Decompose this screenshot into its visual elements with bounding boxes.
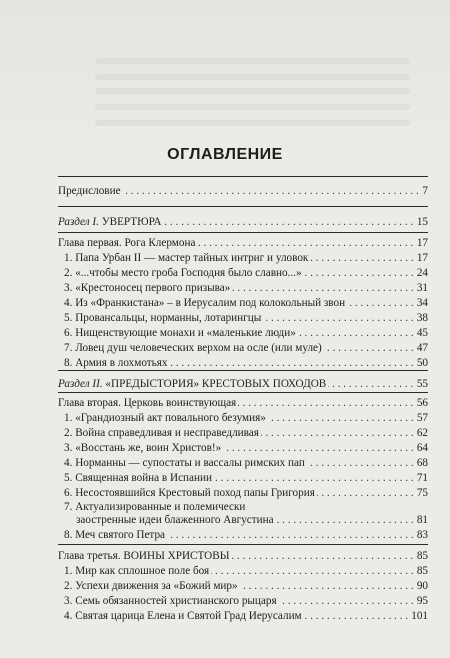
- item-label: 6. Нищенствующие монахи и «маленькие люди»: [64, 327, 296, 339]
- toc-item: [64, 267, 428, 280]
- entry-page: 55: [416, 378, 428, 390]
- item-label: 4. Норманны — супостаты и вассалы римских пап: [64, 457, 305, 469]
- item-page: 101: [411, 610, 428, 622]
- page-title: ОГЛАВЛЕНИЕ: [167, 146, 283, 163]
- item-label: 1. Папа Урбан II — мастер тайных интриг и уловок: [64, 252, 309, 264]
- item-page: 50: [416, 357, 428, 369]
- item-label: 8. Армия в лохмотьях: [64, 357, 168, 369]
- toc-item: [64, 501, 428, 514]
- item-label: 4. Святая царица Елена и Святой Град Иерусалим: [64, 610, 302, 622]
- toc-item: [64, 442, 428, 455]
- toc-section-2: [58, 378, 428, 391]
- item-page: 47: [416, 342, 428, 354]
- toc-chapter-1: [58, 237, 428, 250]
- entry-page: 85: [416, 550, 428, 562]
- toc-item: [64, 412, 428, 425]
- item-label: 8. Меч святого Петра: [64, 529, 166, 541]
- divider: [58, 544, 428, 545]
- toc-section-1: [58, 216, 428, 229]
- item-label: 7. Ловец душ человеческих верхом на осле (или муле): [64, 342, 322, 354]
- toc-chapter-2: [58, 397, 428, 410]
- item-page: 71: [416, 472, 428, 484]
- item-page: 17: [416, 252, 428, 264]
- toc-entry-preface: [58, 185, 428, 198]
- item-label: 3. Семь обязанностей христианского рыцаря: [64, 595, 277, 607]
- item-label: 3. «Восстань же, воин Христов!»: [64, 442, 222, 454]
- toc-item: [64, 565, 428, 578]
- item-page: 34: [416, 297, 428, 309]
- item-page: 95: [416, 595, 428, 607]
- section-prefix: Раздел I.: [58, 216, 99, 228]
- chapter-label: Глава первая. Рога Клермона: [58, 237, 196, 249]
- divider: [58, 370, 428, 371]
- item-page: 64: [416, 442, 428, 454]
- divider: [58, 206, 428, 207]
- toc-item: [64, 595, 428, 608]
- item-page: 24: [416, 267, 428, 279]
- item-page: 45: [416, 327, 428, 339]
- item-label: 1. «Грандиозный акт повального безумия»: [64, 412, 266, 424]
- section-label: «ПРЕДЫСТОРИЯ» КРЕСТОВЫХ ПОХОДОВ: [105, 378, 327, 390]
- chapter-label: Глава вторая. Церковь воинствующая: [58, 397, 237, 409]
- item-label: 5. Священная война в Испании: [64, 472, 212, 484]
- toc-item: [64, 252, 428, 265]
- divider: [58, 392, 428, 393]
- item-label: 4. Из «Франкистана» – в Иерусалим под колокольный звон: [64, 297, 346, 309]
- item-page: 31: [416, 282, 428, 294]
- divider: [58, 176, 428, 177]
- toc-item: [64, 327, 428, 340]
- toc-item: [64, 529, 428, 542]
- item-label-line2: заостренные идеи блаженного Августина: [64, 514, 276, 526]
- divider: [58, 232, 428, 233]
- facing-page-bleed-through: [0, 0, 450, 160]
- item-label: 5. Провансальцы, норманны, лотарингцы: [64, 312, 262, 324]
- item-page: 68: [416, 457, 428, 469]
- toc-item: [64, 457, 428, 470]
- toc-item: [64, 297, 428, 310]
- item-label: 6. Несостоявшийся Крестовый поход папы Григория: [64, 487, 315, 499]
- entry-page: 56: [416, 397, 428, 409]
- item-page: 75: [416, 487, 428, 499]
- item-page: 62: [416, 427, 428, 439]
- toc-item: [64, 342, 428, 355]
- toc-chapter-3: [58, 550, 428, 563]
- toc-item: [64, 357, 428, 370]
- chapter-label: Глава третья. ВОИНЫ ХРИСТОВЫ: [58, 550, 230, 562]
- item-label: 2. Успехи движения за «Божий мир»: [64, 580, 238, 592]
- toc-item: [64, 282, 428, 295]
- toc-item: [64, 472, 428, 485]
- toc-item-continued: [64, 514, 428, 527]
- section-label: УВЕРТЮРА: [101, 216, 162, 228]
- toc-item: [64, 487, 428, 500]
- item-label: 2. Война справедливая и несправедливая: [64, 427, 259, 439]
- item-page: 83: [416, 529, 428, 541]
- toc-item: [64, 312, 428, 325]
- item-label: 1. Мир как сплошное поле боя: [64, 565, 210, 577]
- item-page: 90: [416, 580, 428, 592]
- item-page: 85: [416, 565, 428, 577]
- entry-page: 17: [416, 237, 428, 249]
- toc-item: [64, 427, 428, 440]
- item-label: 2. «...чтобы место гроба Господня было славно...»: [64, 267, 302, 279]
- item-page: 57: [416, 412, 428, 424]
- item-label: 7. Актуализированные и полемически: [64, 501, 246, 513]
- entry-label: Предисловие: [58, 185, 121, 197]
- item-page: 81: [416, 514, 428, 526]
- toc-item: [64, 580, 428, 593]
- entry-page: 7: [422, 185, 428, 197]
- toc-item: [64, 610, 428, 623]
- entry-page: 15: [416, 216, 428, 228]
- item-page: 38: [416, 312, 428, 324]
- section-prefix: Раздел II.: [58, 378, 103, 390]
- item-label: 3. «Крестоносец первого призыва»: [64, 282, 231, 294]
